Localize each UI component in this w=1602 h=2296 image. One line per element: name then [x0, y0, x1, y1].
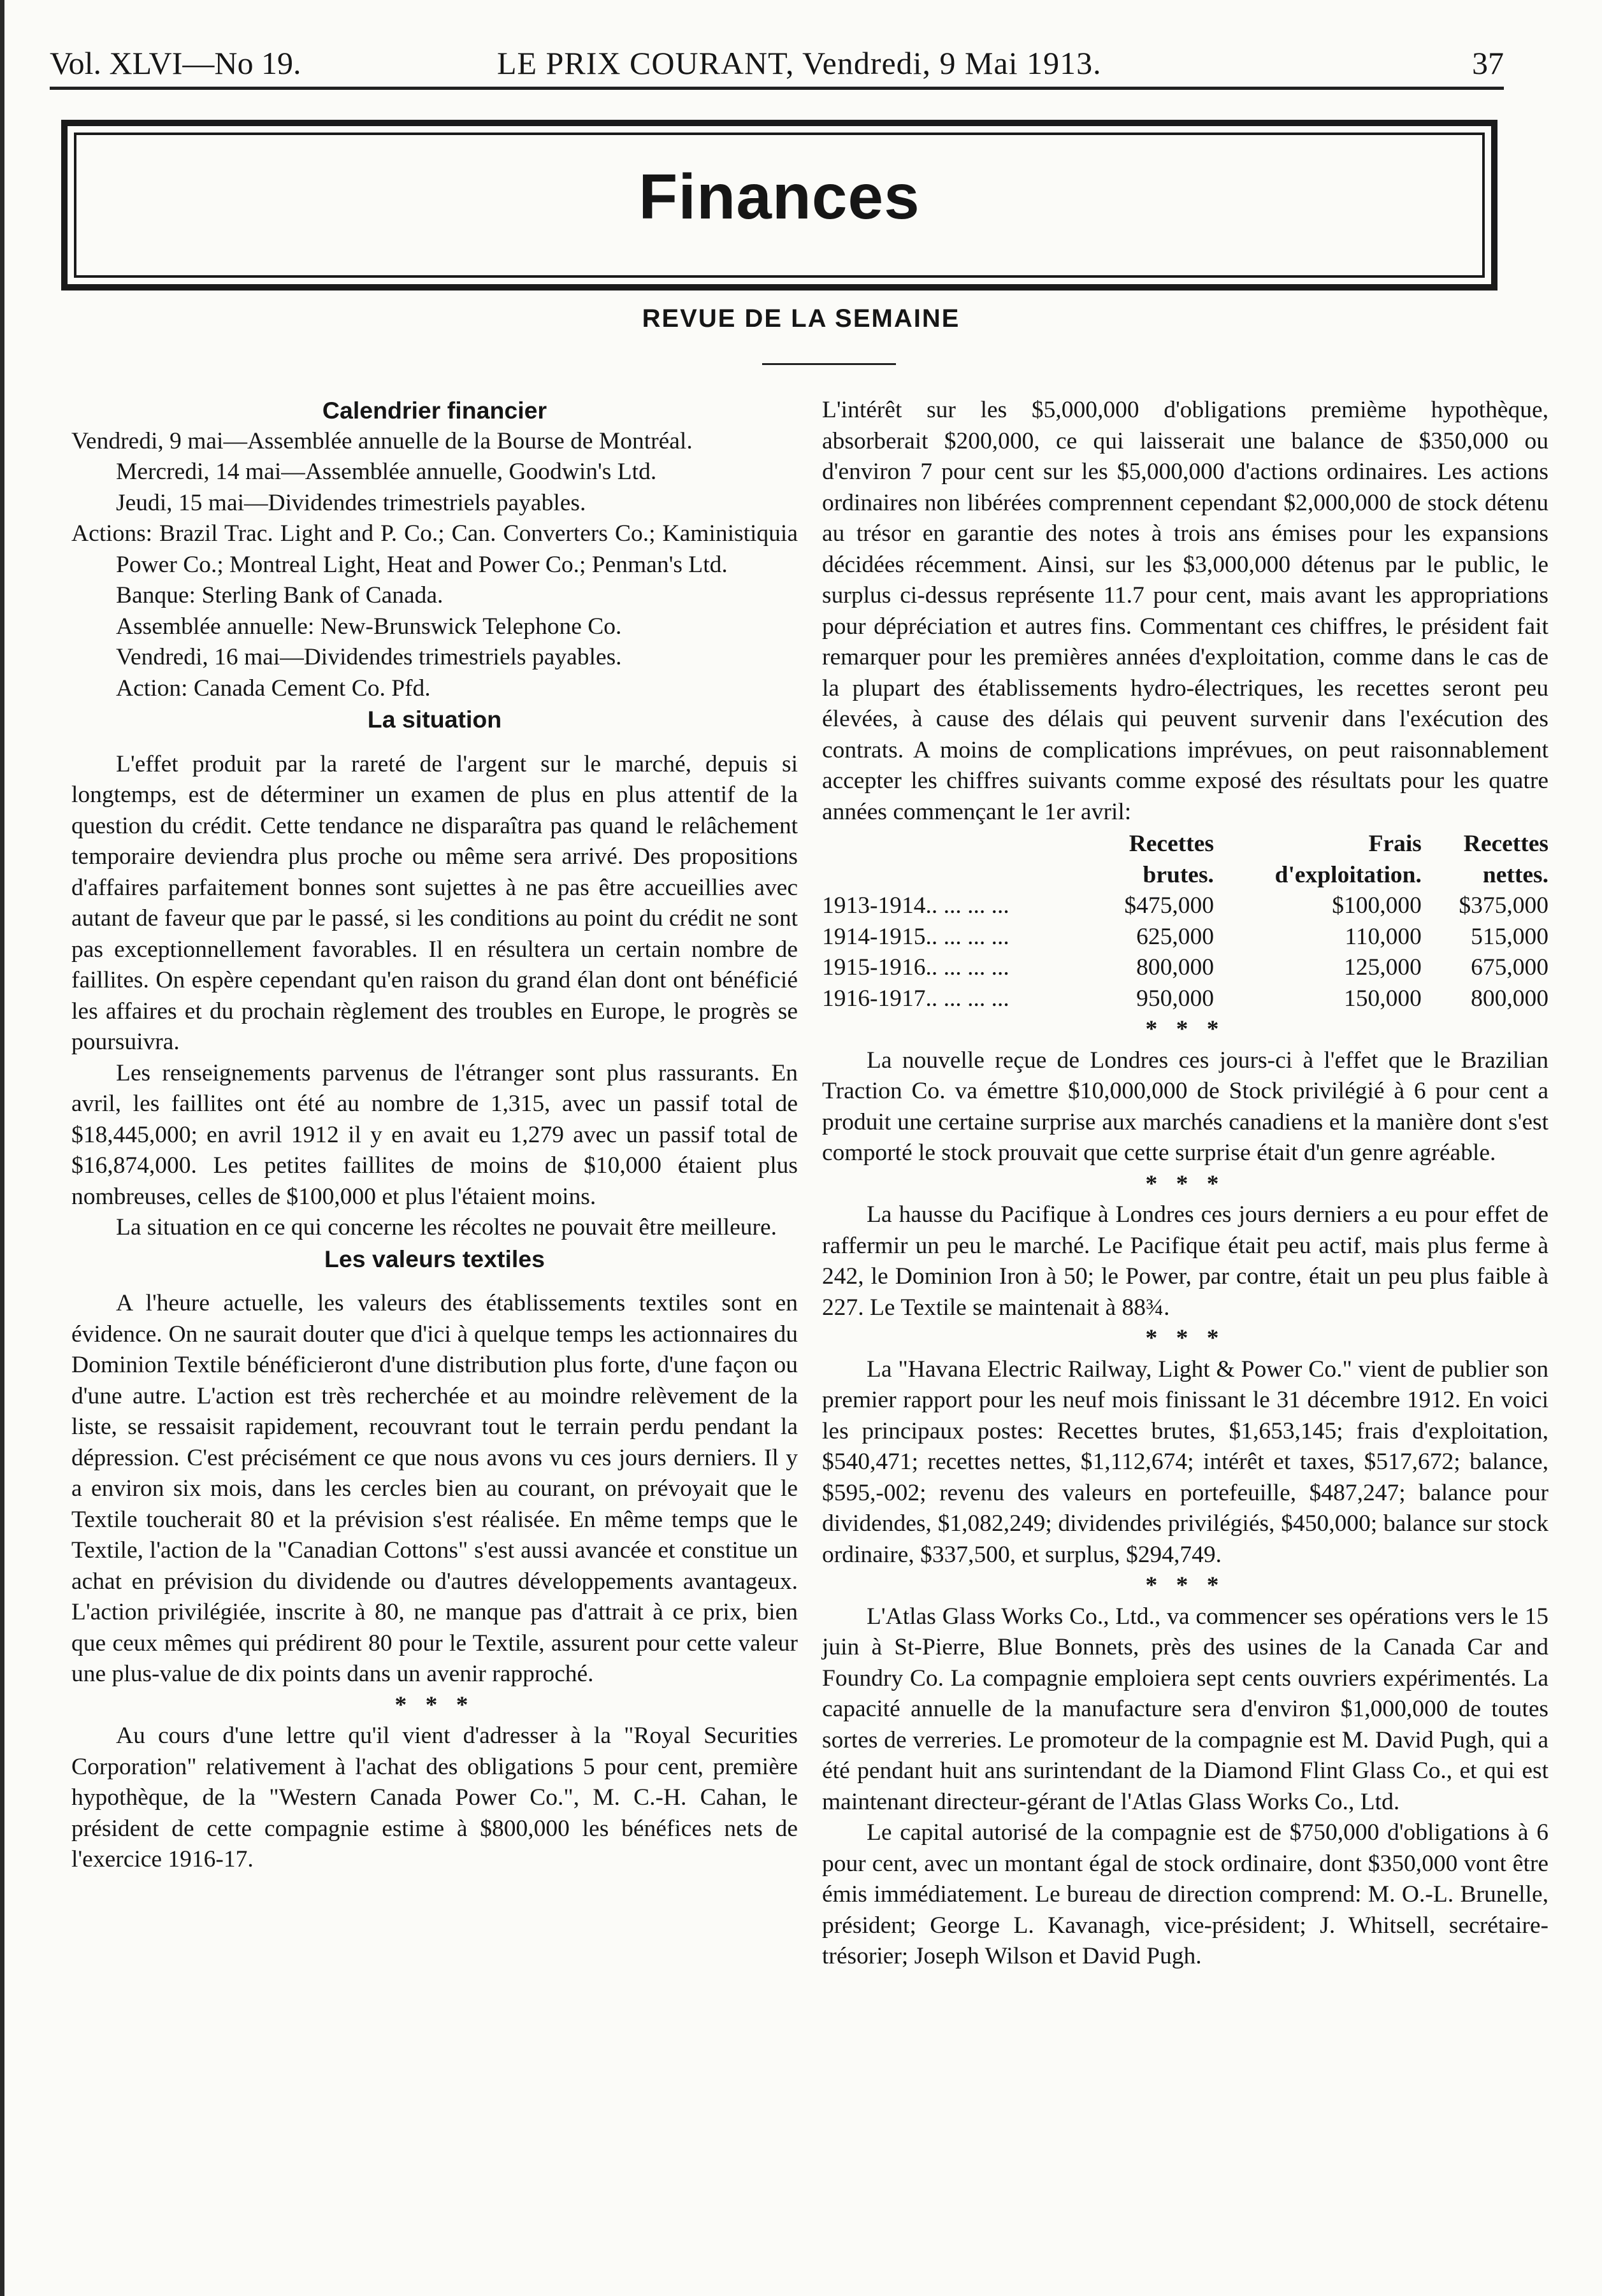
table-cell: $475,000: [1124, 893, 1214, 919]
asterism-separator: * * *: [394, 1691, 475, 1718]
textiles-paragraph: A l'heure actuelle, les valeurs des établissements textiles sont en évidence. On ne saurait douter que d'ici à quelque temps les actionnaires du Dominion Textile bénéficieront d'une distribution plus forte, d'une façon ou d'une autre. L'action est très recherchée et au moindre relèvement de la liste, se ressaisit rapidement, recouvrant tout le terrain perdu pendant la dépression. C'est précisément ce que nous avons vu ces jours derniers. Il y a environ six mois, dans les cercles bien au courant, on prévoyait que le Textile toucherait 80 et la prévision s'est réalisée. En même temps que le Textile, l'action de la "Canadian Cottons" s'est aussi avancée et constitue un achat en prévision du dividende ou d'autres développements avantageux. L'action privilégiée, inscrite à 80, ne manque pas d'attrait à ce prix, bien que ceux mêmes qui prédirent 80 pour le Textile, assurent pour cette valeur une plus-value de dix points dans un avenir rapproché.: [71, 1290, 798, 1687]
spacer: [71, 735, 798, 749]
scan-edge: [0, 0, 4, 2296]
asterism-separator: * * *: [1145, 1325, 1225, 1351]
brazilian-traction-paragraph: La nouvelle reçue de Londres ces jours-ci à l'effet que le Brazilian Traction Co. va émettre $10,000,000 de Stock privilégié à 6 pour cent a produit une certaine surprise aux marchés canadiens et la manière dont s'est comporté le stock prouvait que cette surprise était d'un genre agréable.: [822, 1047, 1548, 1166]
table-header-cell: Frais: [1368, 831, 1422, 857]
page-number: 37: [1472, 45, 1504, 81]
calendar-entry: Mercredi, 14 mai—Assemblée annuelle, Goodwin's Ltd.: [116, 459, 657, 485]
atlas-capital-paragraph: Le capital autorisé de la compagnie est de $750,000 d'obligations à 6 pour cent, avec un montant égal de stock ordinaire, dont $350,000 vont être émis immédiatement. Le bureau de direction comprend: M. O.-L. Brunelle, président; George L. Kavanagh, vice-président; J. Whitsell, secrétaire-trésorier; Joseph Wilson et David Pugh.: [822, 1819, 1548, 1969]
left-column: [71, 395, 798, 1876]
revenue-projection-table: [822, 829, 1548, 1014]
calendar-heading: Calendrier financier: [322, 397, 547, 424]
calendar-entry: Jeudi, 15 mai—Dividendes trimestriels payables.: [116, 489, 586, 516]
publication-title-date: LE PRIX COURANT, Vendredi, 9 Mai 1913.: [497, 45, 1102, 81]
table-cell: 800,000: [1136, 954, 1214, 980]
table-header-cell: brutes.: [1143, 861, 1214, 888]
calendar-entry: Vendredi, 16 mai—Dividendes trimestriels payables.: [116, 644, 622, 670]
table-cell: 1915-1916.. ... ... ...: [822, 954, 1009, 980]
table-row: [822, 891, 1548, 922]
volume-number: Vol. XLVI—No 19.: [50, 45, 301, 81]
table-cell: 800,000: [1471, 985, 1548, 1012]
table-cell: 950,000: [1136, 985, 1214, 1012]
section-title-rule: [762, 363, 896, 365]
calendar-entry: Vendredi, 9 mai—Assemblée annuelle de la Bourse de Montréal.: [71, 427, 693, 454]
header-rule: [50, 87, 1504, 90]
table-cell: $100,000: [1332, 893, 1422, 919]
power-co-paragraph: L'intérêt sur les $5,000,000 d'obligations premième hypothèque, absorberait $200,000, ce qui laisserait une balance de $350,000 ou d'environ 7 pour cent sur les $5,000,000 d'actions ordinaires. Les actions ordinaires non libérées comprennent cependant $2,000,000 de stock détenu au trésor en garantie des notes à trois ans émises pour les expansions décidées récemment. Ainsi, sur les $3,000,000 détenus par le public, le surplus ci-dessus représente 11.7 pour cent, mais avant les appropriations pour dépréciation et autres fins. Commentant ces chiffres, le président fait remarquer pour les premières années d'exploitation, comme dans le cas de la plupart des établissements hydro-électriques, les recettes seront peu élevées, à cause des délais qui peuvent survenir dans l'exécution des contrats. A moins de complications imprévues, on peut raisonnablement accepter les chiffres suivants comme exposé des résultats pour les quatre années commençant le 1er avril:: [822, 397, 1548, 825]
table-header-cell: Recettes: [1129, 831, 1214, 857]
table-cell: 1916-1917.. ... ... ...: [822, 985, 1009, 1012]
right-column: [822, 395, 1548, 1972]
royal-securities-paragraph: Au cours d'une lettre qu'il vient d'adresser à la "Royal Securities Corporation" relativement à l'achat des obligations 5 pour cent, première hypothèque, de la "Western Canada Power Co.", M. C.-H. Cahan, le président de cette compagnie estime à $800,000 les bénéfices nets de l'exercice 1916-17.: [71, 1723, 798, 1872]
table-cell: $375,000: [1459, 893, 1548, 919]
table-row: [822, 952, 1548, 984]
asterism-separator: * * *: [1145, 1572, 1225, 1598]
asterism-separator: * * *: [1145, 1016, 1225, 1042]
situation-paragraph: L'effet produit par la rareté de l'argent sur le marché, depuis si longtemps, est de déterminer un examen de plus en plus attentif de la question du crédit. Cette tendance ne disparaîtra pas quand le relâchement temporaire deviendra plus proche ou même sera arrivé. Des propositions d'affaires parfaitement bonnes sont sujettes à ne pas être accueillies avec autant de faveur que par le passé, si les conditions au point du crédit ne sont pas exceptionnellement favorables. Il en résultera un certain nombre de faillites. On espère cependant qu'en raison du grand élan dont ont bénéficié les affaires et du prochain règlement des troubles en Europe, le progrès se poursuivra.: [71, 750, 798, 1055]
table-cell: 625,000: [1136, 923, 1214, 950]
table-row: [822, 984, 1548, 1015]
calendar-entry: Banque: Sterling Bank of Canada.: [116, 582, 444, 608]
table-header-cell: [822, 860, 1087, 891]
banner-title: Finances: [639, 161, 920, 233]
spacer: [71, 1274, 798, 1288]
calendar-entry: Assemblée annuelle: New-Brunswick Telephone Co.: [116, 613, 622, 640]
calendar-entry: Actions: Brazil Trac. Light and P. Co.; Can. Converters Co.; Kaministiquia Power Co.; Montreal Light, Heat and Power Co.; Penman's Ltd.: [71, 520, 798, 578]
situation-heading: La situation: [367, 706, 502, 733]
section-banner: [61, 120, 1497, 291]
situation-paragraph: La situation en ce qui concerne les récoltes ne pouvait être meilleure.: [116, 1214, 777, 1240]
table-header-cell: [822, 829, 1087, 860]
table-cell: 1913-1914.. ... ... ...: [822, 893, 1009, 919]
table-cell: 1914-1915.. ... ... ...: [822, 923, 1009, 950]
table-cell: 515,000: [1471, 923, 1548, 950]
table-header-cell: nettes.: [1482, 861, 1548, 888]
table-header-row: [822, 829, 1548, 860]
table-cell: 675,000: [1471, 954, 1548, 980]
atlas-glass-paragraph: L'Atlas Glass Works Co., Ltd., va commencer ses opérations vers le 15 juin à St-Pierre, Blue Bonnets, près des usines de la Canada Car and Foundry Co. La compagnie emploiera sept cents ouvriers expérimentés. La capacité annuelle de la manufacture sera d'environ $1,000,000 de toutes sortes de verreries. Le promoteur de la compagnie est M. David Pugh, qui a été pendant huit ans surintendant de la Diamond Flint Glass Co., et qui est maintenant directeur-gérant de l'Atlas Glass Works Co., Ltd.: [822, 1603, 1548, 1815]
table-cell: 150,000: [1344, 985, 1422, 1012]
calendar-entry: Action: Canada Cement Co. Pfd.: [116, 675, 431, 701]
asterism-separator: * * *: [1145, 1170, 1225, 1197]
situation-paragraph: Les renseignements parvenus de l'étranger sont plus rassurants. En avril, les faillites ont été au nombre de 1,315, avec un passif total de $18,445,000; en avril 1912 il y en avait eu 1,279 avec un passif total de $16,874,000. Les petites faillites de moins de $10,000 étaient plus nombreuses, celles de $100,000 et plus l'étaient moins.: [71, 1059, 798, 1210]
havana-electric-paragraph: La "Havana Electric Railway, Light & Power Co." vient de publier son premier rapport pour les neuf mois finissant le 31 décembre 1912. En voici les principaux postes: Recettes brutes, $1,653,145; frais d'exploitation, $540,471; recettes nettes, $1,112,674; intérêt et taxes, $517,672; balance, $595,-002; revenu des valeurs en portefeuille, $487,247; balance pour dividendes, $1,082,249; dividendes privilégiés, $450,000; balance sur stock ordinaire, $337,500, et surplus, $294,749.: [822, 1356, 1548, 1568]
section-title: REVUE DE LA SEMAINE: [642, 305, 960, 333]
table-header-cell: d'exploitation.: [1274, 861, 1422, 888]
table-row: [822, 922, 1548, 953]
table-cell: 125,000: [1344, 954, 1422, 980]
running-header: [50, 37, 1504, 89]
pacifique-paragraph: La hausse du Pacifique à Londres ces jours derniers a eu pour effet de raffermir un peu le marché. Le Pacifique était peu actif, mais plus ferme à 242, le Dominion Iron à 50; le Power, par contre, était un peu plus faible à 227. Le Textile se maintenait à 88¾.: [822, 1202, 1548, 1321]
table-header-row: [822, 860, 1548, 891]
textiles-heading: Les valeurs textiles: [324, 1245, 545, 1272]
table-cell: 110,000: [1345, 923, 1422, 950]
table-header-cell: Recettes: [1463, 831, 1548, 857]
